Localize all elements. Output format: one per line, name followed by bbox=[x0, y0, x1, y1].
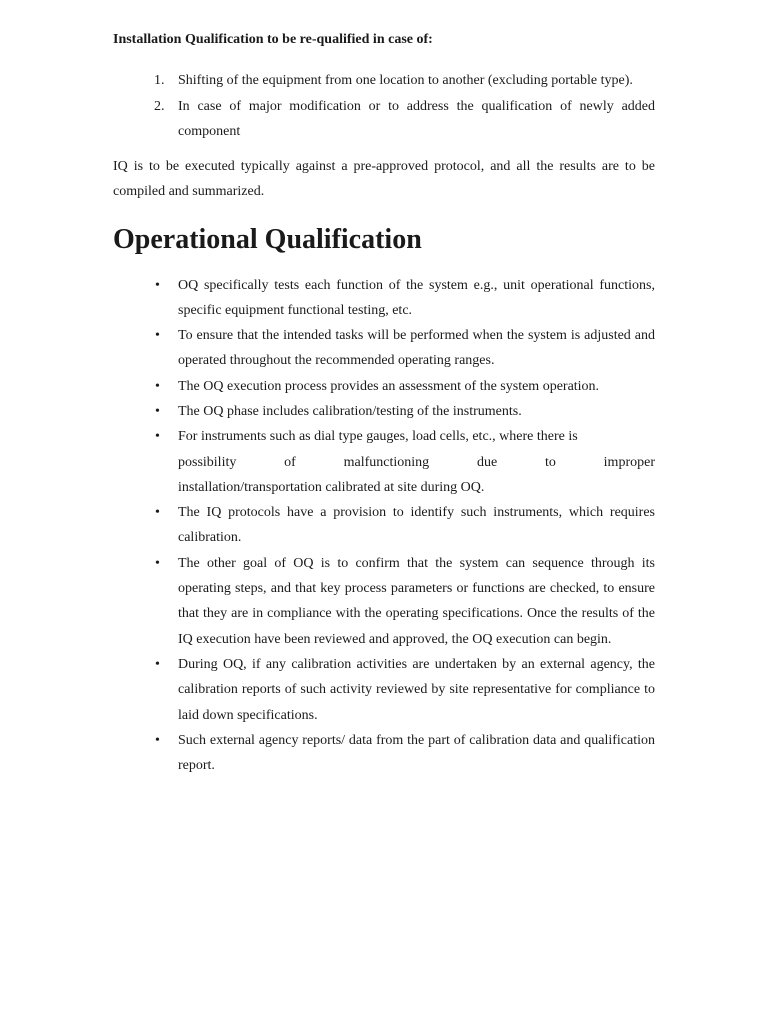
list-item bbox=[154, 500, 655, 551]
bullet-icon: • bbox=[155, 277, 160, 293]
bullet-icon: • bbox=[155, 656, 160, 672]
list-item bbox=[154, 374, 655, 399]
list-number: 2. bbox=[154, 98, 165, 114]
word: improper bbox=[603, 454, 655, 470]
list-item-text: To ensure that the intended tasks will be performed when the system is adjusted and operated throughout the recommended operating ranges. bbox=[178, 328, 655, 369]
list-item bbox=[154, 68, 655, 94]
bullet-icon: • bbox=[155, 403, 160, 419]
list-item-text bbox=[178, 424, 655, 500]
list-item-text: Shifting of the equipment from one location to another (excluding portable type). bbox=[178, 73, 633, 88]
list-item-text: Such external agency reports/ data from the part of calibration data and qualification report. bbox=[178, 732, 655, 774]
word: possibility bbox=[178, 454, 237, 470]
bullet-icon: • bbox=[155, 732, 160, 748]
word: due bbox=[476, 454, 498, 470]
list-item-line-justified bbox=[178, 450, 655, 475]
list-item bbox=[154, 94, 655, 145]
list-item-text: In case of major modification or to address the qualification of newly added component bbox=[178, 98, 655, 139]
oq-bullet-list bbox=[113, 273, 655, 779]
list-item-text: The IQ protocols have a provision to identify such instruments, which requires calibration. bbox=[178, 505, 655, 546]
list-item-text: During OQ, if any calibration activities are undertaken by an external agency, the calibration reports of such activity reviewed by site representative for compliance to laid down specifications. bbox=[178, 656, 655, 723]
bullet-icon: • bbox=[155, 555, 160, 571]
bullet-icon: • bbox=[155, 429, 160, 445]
list-item bbox=[154, 399, 655, 424]
section-title: Operational Qualification bbox=[113, 223, 422, 255]
list-item bbox=[154, 728, 655, 779]
word: malfunctioning bbox=[343, 454, 430, 470]
word: of bbox=[284, 454, 296, 470]
list-number: 1. bbox=[154, 73, 165, 88]
list-item-text: The OQ execution process provides an assessment of the system operation. bbox=[178, 378, 600, 394]
list-item bbox=[154, 323, 655, 374]
bullet-icon: • bbox=[155, 328, 160, 344]
list-item-line: For instruments such as dial type gauges, load cells, etc., where there is bbox=[178, 429, 578, 445]
iq-protocol-paragraph: IQ is to be executed typically against a pre-approved protocol, and all the results are to be compiled and summarized. bbox=[113, 158, 655, 199]
list-item-text: OQ specifically tests each function of the system e.g., unit operational functions, specific equipment functional testing, etc. bbox=[178, 277, 655, 318]
bullet-icon: • bbox=[155, 505, 160, 521]
list-item-line: installation/transportation calibrated at site during OQ. bbox=[178, 479, 485, 495]
list-item bbox=[154, 652, 655, 728]
list-item-text: The other goal of OQ is to confirm that the system can sequence through its operating steps, and that key process parameters or functions are checked, to ensure that they are in compliance with the operating specifications. Once the results of the IQ execution have been reviewed and approved, the OQ execution can begin. bbox=[178, 555, 655, 647]
list-item-text: The OQ phase includes calibration/testing of the instruments. bbox=[178, 403, 522, 419]
iq-requalification-heading: Installation Qualification to be re-qualified in case of: bbox=[113, 32, 433, 47]
word: to bbox=[544, 454, 556, 470]
list-item bbox=[154, 424, 655, 500]
list-item bbox=[154, 273, 655, 324]
iq-requalification-list bbox=[113, 68, 655, 145]
list-item bbox=[154, 551, 655, 652]
bullet-icon: • bbox=[155, 378, 160, 394]
